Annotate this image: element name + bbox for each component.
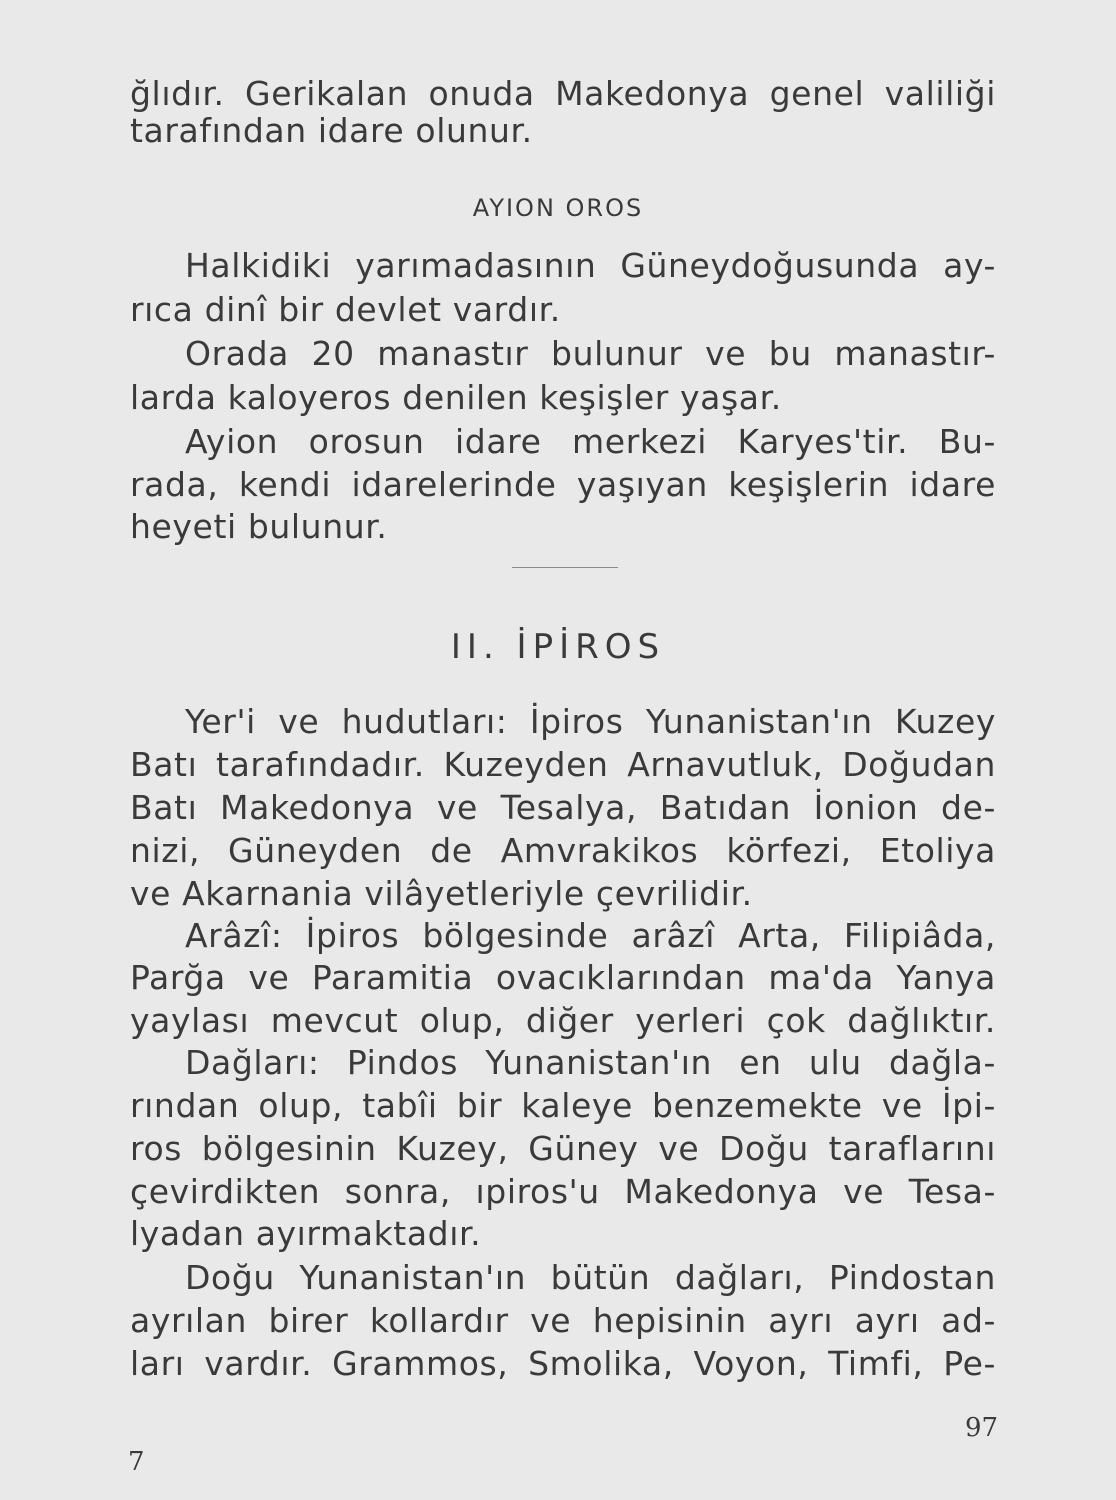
section-heading: AYION OROS: [472, 194, 644, 222]
chapter-title: II. İPİROS: [450, 627, 666, 667]
text-line: ve Akarnania vilâyetleriyle çevrilidir.: [130, 874, 753, 913]
text-line: nizi, Güneyden de Amvrakikos körfezi, Etoliya: [130, 831, 996, 870]
text-line: ayrılan birer kollardır ve hepisinin ayrı ayrı ad-: [130, 1301, 996, 1340]
text-line: Batı tarafındadır. Kuzeyden Arnavutluk, Doğudan: [130, 745, 996, 784]
text-line: Doğu Yunanistan'ın bütün dağları, Pindostan: [185, 1258, 996, 1297]
text-line: çevirdikten sonra, ıpiros'u Makedonya ve Tesa-: [130, 1172, 996, 1211]
signature-mark: 7: [128, 1447, 145, 1477]
text-line: Dağları: Pindos Yunanistan'ın en ulu dağla-: [185, 1043, 996, 1082]
section-divider: [512, 567, 618, 568]
text-line: Parğa ve Paramitia ovacıklarından ma'da Yanya: [130, 958, 996, 997]
text-line: yaylası mevcut olup, diğer yerleri çok dağlıktır.: [130, 1001, 996, 1040]
text-line: Ayion orosun idare merkezi Karyes'tir. Bu-: [185, 422, 996, 461]
text-line: Arâzî: İpiros bölgesinde arâzî Arta, Filipiâda,: [185, 916, 996, 955]
text-line: Orada 20 manastır bulunur ve bu manastır-: [185, 334, 996, 373]
text-line: ğlıdır. Gerikalan onuda Makedonya genel valiliği: [130, 74, 996, 113]
text-line: ları vardır. Grammos, Smolika, Voyon, Timfi, Pe-: [130, 1344, 996, 1383]
text-line: Batı Makedonya ve Tesalya, Batıdan İonion de-: [130, 788, 996, 827]
text-line: ros bölgesinin Kuzey, Güney ve Doğu taraflarını: [130, 1129, 996, 1168]
text-line: Yer'i ve hudutları: İpiros Yunanistan'ın Kuzey: [185, 702, 996, 741]
text-line: heyeti bulunur.: [130, 507, 388, 546]
text-line: rından olup, tabîi bir kaleye benzemekte ve İpi-: [130, 1086, 996, 1125]
text-line: Halkidiki yarımadasının Güneydoğusunda ay-: [185, 246, 996, 285]
text-line: tarafından idare olunur.: [130, 111, 533, 150]
text-line: rıca dinî bir devlet vardır.: [130, 290, 561, 329]
text-line: larda kaloyeros denilen keşişler yaşar.: [130, 378, 782, 417]
text-line: rada, kendi idarelerinde yaşıyan keşişlerin idare: [130, 465, 996, 504]
page-number: 97: [965, 1413, 999, 1443]
text-line: lyadan ayırmaktadır.: [130, 1214, 482, 1253]
